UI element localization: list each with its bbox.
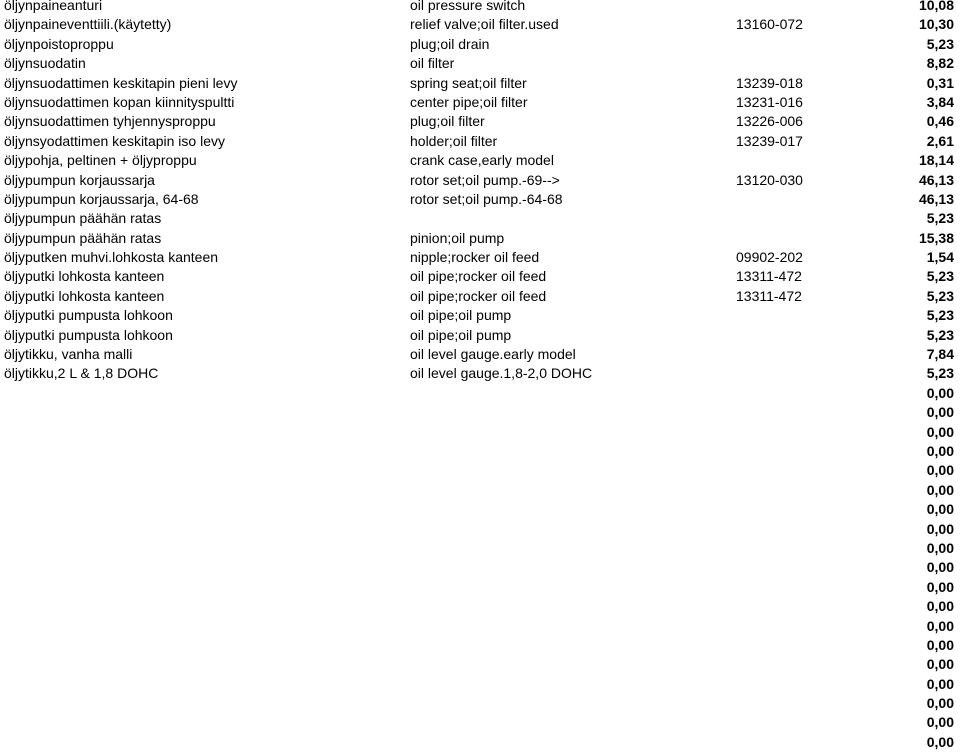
table-row: [0, 442, 960, 461]
part-price: 0,00: [926, 714, 954, 731]
part-number: 13239-018: [736, 74, 803, 91]
finnish-part-name: öljypumpun korjaussarja, 64-68: [4, 190, 199, 207]
part-number: 13239-017: [736, 132, 803, 149]
finnish-part-name: öljynsuodattimen kopan kiinnityspultti: [4, 93, 235, 110]
finnish-part-name: öljypumpun päähän ratas: [4, 210, 162, 227]
table-row: [0, 345, 960, 364]
finnish-part-name: öljynsuodatin: [4, 55, 86, 72]
finnish-part-name: öljyputki pumpusta lohkoon: [4, 326, 173, 343]
part-price: 5,23: [926, 35, 954, 52]
finnish-part-name: öljyputken muhvi.lohkosta kanteen: [4, 249, 219, 266]
english-part-name: rotor set;oil pump.-64-68: [410, 190, 563, 207]
english-part-name: holder;oil filter: [410, 132, 498, 149]
table-row: [0, 54, 960, 73]
finnish-part-name: öljynsyodattimen keskitapin iso levy: [4, 132, 225, 149]
table-row: [0, 74, 960, 93]
part-price: 10,08: [918, 0, 954, 13]
part-price: 0,46: [926, 113, 954, 130]
english-part-name: spring seat;oil filter: [410, 74, 527, 91]
english-part-name: oil pipe;rocker oil feed: [410, 287, 547, 304]
table-row: [0, 306, 960, 325]
table-row: [0, 384, 960, 403]
part-price: 0,00: [926, 384, 954, 401]
table-row: [0, 326, 960, 345]
table-row: [0, 481, 960, 500]
english-part-name: oil filter: [410, 55, 455, 72]
finnish-part-name: öljynsuodattimen tyhjennysproppu: [4, 113, 216, 130]
part-price: 0,00: [926, 598, 954, 615]
part-price: 8,82: [926, 55, 954, 72]
english-part-name: relief valve;oil filter.used: [410, 16, 559, 33]
english-part-name: oil level gauge.early model: [410, 346, 576, 363]
finnish-part-name: öljypumpun päähän ratas: [4, 229, 162, 246]
table-row: [0, 636, 960, 655]
table-row: [0, 151, 960, 170]
table-row: [0, 132, 960, 151]
english-part-name: oil pipe;oil pump: [410, 307, 512, 324]
part-number: 09902-202: [736, 249, 803, 266]
table-row: [0, 209, 960, 228]
part-price: 3,84: [926, 93, 954, 110]
part-price: 0,31: [926, 74, 954, 91]
part-price: 2,61: [926, 132, 954, 149]
table-row: [0, 597, 960, 616]
table-row: [0, 0, 960, 15]
table-row: [0, 423, 960, 442]
part-price: 0,00: [926, 520, 954, 537]
part-price: 0,00: [926, 423, 954, 440]
part-price: 0,00: [926, 559, 954, 576]
table-row: [0, 675, 960, 694]
table-row: [0, 655, 960, 674]
english-part-name: oil level gauge.1,8-2,0 DOHC: [410, 365, 593, 382]
english-part-name: plug;oil drain: [410, 35, 490, 52]
table-row: [0, 171, 960, 190]
part-price: 1,54: [926, 249, 954, 266]
part-price: 0,00: [926, 636, 954, 653]
part-price: 0,00: [926, 656, 954, 673]
part-price: 0,00: [926, 695, 954, 712]
table-row: [0, 248, 960, 267]
table-row: [0, 617, 960, 636]
table-row: [0, 403, 960, 422]
finnish-part-name: öljypohja, peltinen + öljyproppu: [4, 152, 197, 169]
part-price: 0,00: [926, 481, 954, 498]
part-price: 7,84: [926, 346, 954, 363]
part-number: 13231-016: [736, 93, 803, 110]
finnish-part-name: öljytikku, vanha malli: [4, 346, 133, 363]
finnish-part-name: öljyputki lohkosta kanteen: [4, 287, 165, 304]
table-row: [0, 35, 960, 54]
part-price: 0,00: [926, 501, 954, 518]
table-row: [0, 500, 960, 519]
table-row: [0, 713, 960, 732]
part-price: 18,14: [918, 152, 954, 169]
finnish-part-name: öljynpaineanturi: [4, 0, 103, 13]
part-price: 0,00: [926, 442, 954, 459]
finnish-part-name: öljyputki pumpusta lohkoon: [4, 307, 173, 324]
table-row: [0, 558, 960, 577]
english-part-name: plug;oil filter: [410, 113, 485, 130]
part-price: 5,23: [926, 287, 954, 304]
table-row: [0, 520, 960, 539]
english-part-name: oil pipe;rocker oil feed: [410, 268, 547, 285]
table-row: [0, 461, 960, 480]
part-price: 5,23: [926, 326, 954, 343]
finnish-part-name: öljynpaineventtiili.(käytetty): [4, 16, 172, 33]
table-row: [0, 364, 960, 383]
part-price: 0,00: [926, 733, 954, 750]
part-price: 5,23: [926, 307, 954, 324]
part-price: 10,30: [918, 16, 954, 33]
part-price: 15,38: [918, 229, 954, 246]
part-number: 13160-072: [736, 16, 803, 33]
finnish-part-name: öljyputki lohkosta kanteen: [4, 268, 165, 285]
part-price: 0,00: [926, 617, 954, 634]
part-price: 0,00: [926, 462, 954, 479]
table-row: [0, 694, 960, 713]
part-price: 0,00: [926, 578, 954, 595]
part-price: 5,23: [926, 268, 954, 285]
english-part-name: oil pipe;oil pump: [410, 326, 512, 343]
english-part-name: oil pressure switch: [410, 0, 526, 13]
part-price: 46,13: [918, 190, 954, 207]
finnish-part-name: öljytikku,2 L & 1,8 DOHC: [4, 365, 159, 382]
part-price: 0,00: [926, 675, 954, 692]
part-price: 0,00: [926, 404, 954, 421]
table-row: [0, 229, 960, 248]
table-row: [0, 267, 960, 286]
table-row: [0, 93, 960, 112]
english-part-name: rotor set;oil pump.-69-->: [410, 171, 560, 188]
english-part-name: nipple;rocker oil feed: [410, 249, 540, 266]
table-row: [0, 733, 960, 752]
table-row: [0, 539, 960, 558]
table-row: [0, 15, 960, 34]
english-part-name: center pipe;oil filter: [410, 93, 528, 110]
part-number: 13226-006: [736, 113, 803, 130]
table-row: [0, 578, 960, 597]
part-price: 0,00: [926, 539, 954, 556]
table-row: [0, 287, 960, 306]
finnish-part-name: öljynsuodattimen keskitapin pieni levy: [4, 74, 238, 91]
table-row: [0, 190, 960, 209]
part-number: 13311-472: [736, 268, 802, 285]
english-part-name: crank case,early model: [410, 152, 554, 169]
table-row: [0, 112, 960, 131]
english-part-name: pinion;oil pump: [410, 229, 505, 246]
part-price: 46,13: [918, 171, 954, 188]
part-number: 13120-030: [736, 171, 803, 188]
part-price: 5,23: [926, 365, 954, 382]
part-number: 13311-472: [736, 287, 802, 304]
finnish-part-name: öljypumpun korjaussarja: [4, 171, 155, 188]
part-price: 5,23: [926, 210, 954, 227]
finnish-part-name: öljynpoistoproppu: [4, 35, 114, 52]
